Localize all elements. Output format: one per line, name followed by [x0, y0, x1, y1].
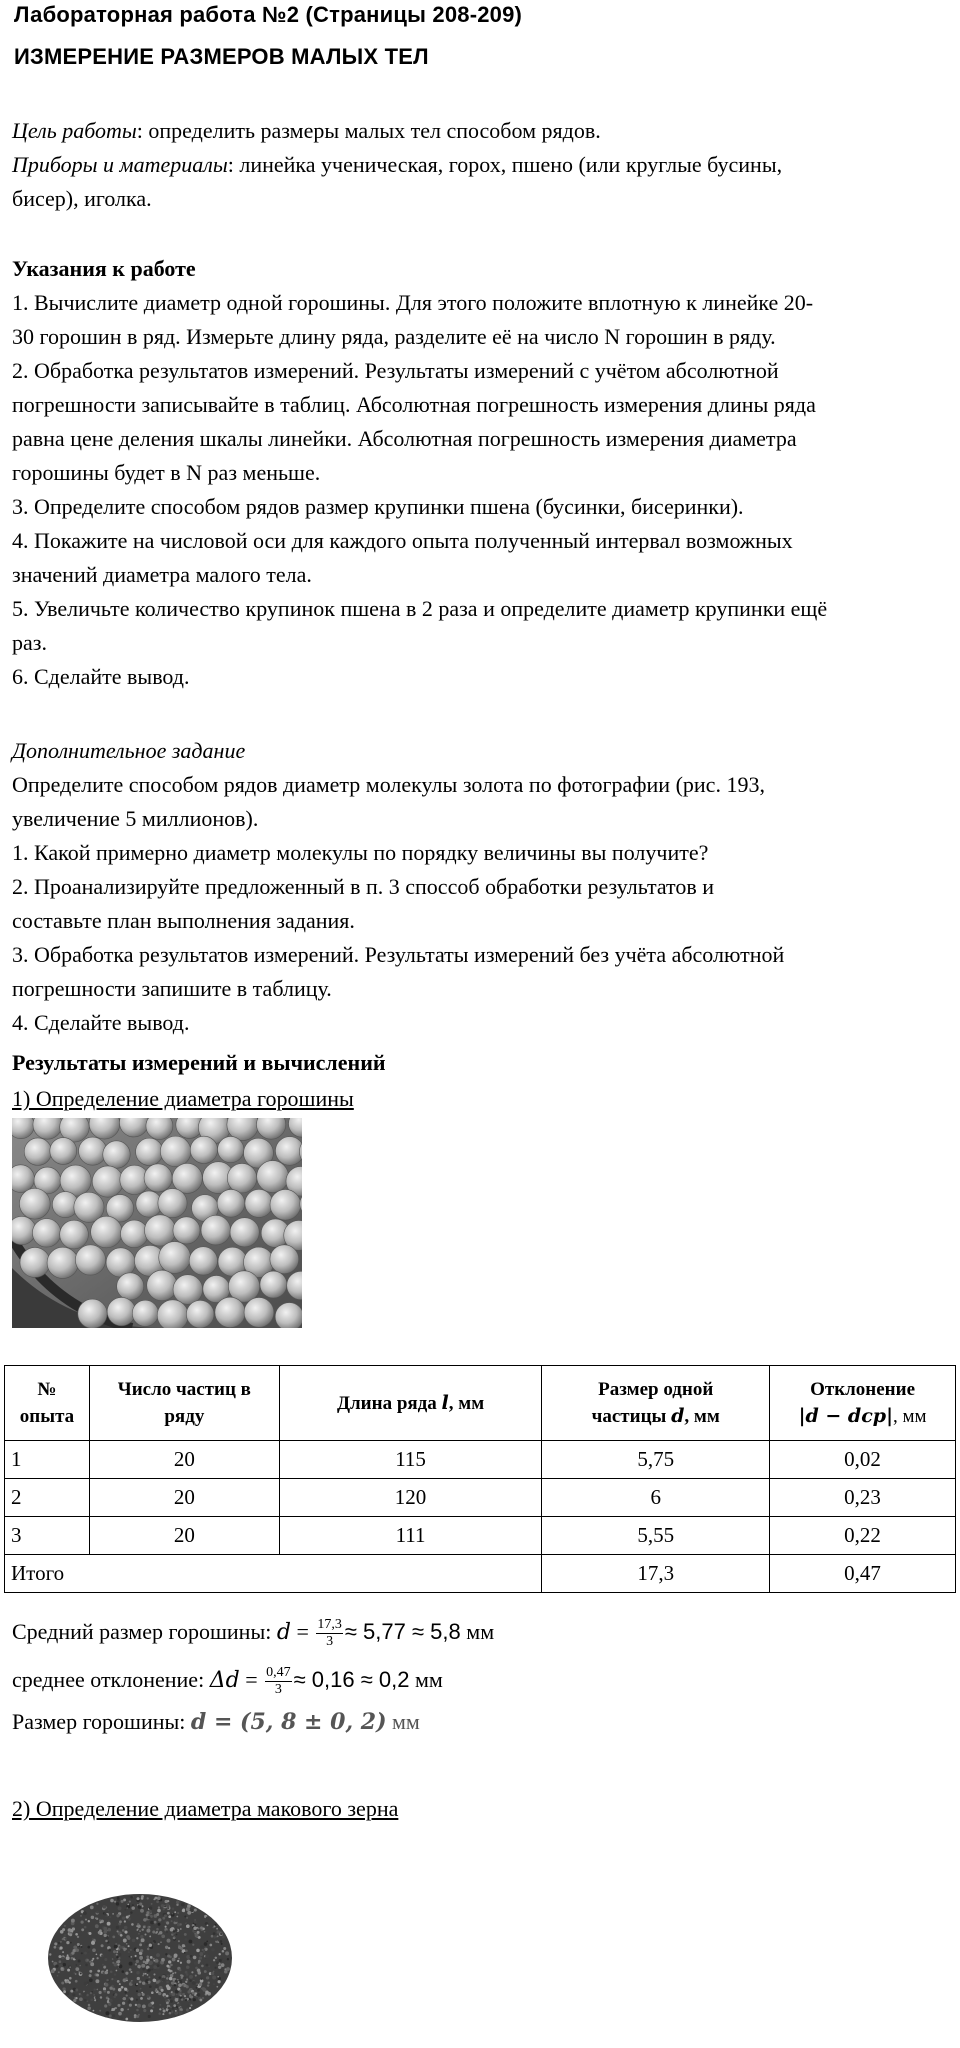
table-header-row	[5, 1366, 956, 1441]
peas-photo	[12, 1118, 302, 1328]
instruction-line: равна цене деления шкалы линейки. Абсолютная погрешность измерения диаметра	[12, 426, 797, 451]
extra-line: 1. Какой примерно диаметр молекулы по порядку величины вы получите?	[12, 840, 709, 865]
header-experiment-number: № опыта	[5, 1366, 90, 1441]
instruction-line: раз.	[12, 630, 47, 655]
header-deviation: Отклонение |d − dcp|, мм	[770, 1366, 956, 1441]
mean-deviation-line: среднее отклонение: Δd = $\frac{0,47}{3}$ ≈ 0,16 ≈ 0,2 мм	[12, 1665, 443, 1698]
instruction-line: 5. Увеличьте количество крупинок пшена в 2 раза и определите диаметр крупинки ещё	[12, 596, 828, 621]
poppy-seeds-image	[14, 1830, 266, 2048]
pea-size-line: Размер горошины: d = (5, 8 ± 0, 2) мм	[12, 1709, 420, 1735]
page-subtitle: ИЗМЕРЕНИЕ РАЗМЕРОВ МАЛЫХ ТЕЛ	[14, 44, 429, 69]
instruction-line: 6. Сделайте вывод.	[12, 664, 190, 689]
materials-label: Приборы и материалы	[12, 152, 228, 177]
extra-line: 3. Обработка результатов измерений. Результаты измерений без учёта абсолютной	[12, 942, 785, 967]
table-row: 2 20 120 6 0,23	[5, 1479, 956, 1517]
goal-line	[12, 114, 601, 148]
instruction-line: 4. Покажите на числовой оси для каждого опыта полученный интервал возможных	[12, 528, 793, 553]
table-row: 3 20 111 5,55 0,22	[5, 1517, 956, 1555]
table-row: 1 20 115 5,75 0,02	[5, 1441, 956, 1479]
page-title: Лабораторная работа №2 (Страницы 208-209)	[14, 2, 523, 27]
extra-line: 4. Сделайте вывод.	[12, 1010, 190, 1035]
table-total-row: Итого 17,3 0,47	[5, 1555, 956, 1593]
instruction-line: горошины будет в N раз меньше.	[12, 460, 321, 485]
section-2-title: 2) Определение диаметра макового зерна	[12, 1796, 399, 1821]
extra-heading: Дополнительное задание	[12, 738, 246, 763]
materials-line	[12, 148, 782, 182]
header-particle-size: Размер одной частицы d, мм	[542, 1366, 770, 1441]
results-table	[4, 1365, 956, 1593]
deviation-fraction: $\frac{0,47}{3}$	[266, 1665, 291, 1698]
instruction-line: значений диаметра малого тела.	[12, 562, 312, 587]
materials-text: : линейка ученическая, горох, пшено (или круглые бусины,	[227, 152, 783, 177]
instruction-line: 1. Вычислите диаметр одной горошины. Для этого положите вплотную к линейке 20-	[12, 290, 814, 315]
header-particle-count: Число частиц в ряду	[89, 1366, 279, 1441]
peas-image	[12, 1118, 302, 1328]
results-heading: Результаты измерений и вычислений	[12, 1050, 386, 1075]
extra-line: увеличение 5 миллионов).	[12, 806, 259, 831]
instruction-line: 30 горошин в ряд. Измерьте длину ряда, разделите её на число N горошин в ряду.	[12, 324, 776, 349]
section-1-title: 1) Определение диаметра горошины	[12, 1086, 354, 1111]
instruction-line: погрешности записывайте в таблиц. Абсолютная погрешность измерения длины ряда	[12, 392, 816, 417]
instruction-line: 2. Обработка результатов измерений. Результаты измерений с учётом абсолютной	[12, 358, 779, 383]
extra-line: 2. Проанализируйте предложенный в п. 3 спocсоб обработки результатов и	[12, 874, 715, 899]
materials-line-2: бисер), иголка.	[12, 186, 152, 211]
goal-label: Цель работы	[12, 118, 137, 143]
goal-text: : определить размеры малых тел способом рядов.	[136, 118, 601, 143]
extra-line: Определите способом рядов диаметр молекулы золота по фотографии (рис. 193,	[12, 772, 765, 797]
average-fraction: $\frac{17,3}{3}$	[317, 1617, 342, 1650]
instructions-heading: Указания к работе	[12, 256, 196, 281]
extra-line: составьте план выполнения задания.	[12, 908, 355, 933]
average-size-line: Средний размер горошины: d = $\frac{17,3}{3}$ ≈ 5,77 ≈ 5,8 мм	[12, 1617, 495, 1650]
header-row-length: Длина ряда l, мм	[279, 1366, 542, 1441]
extra-line: погрешности запишите в таблицу.	[12, 976, 332, 1001]
instruction-line: 3. Определите способом рядов размер крупинки пшена (бусинки, бисеринки).	[12, 494, 744, 519]
poppy-seeds-photo	[14, 1830, 266, 2048]
